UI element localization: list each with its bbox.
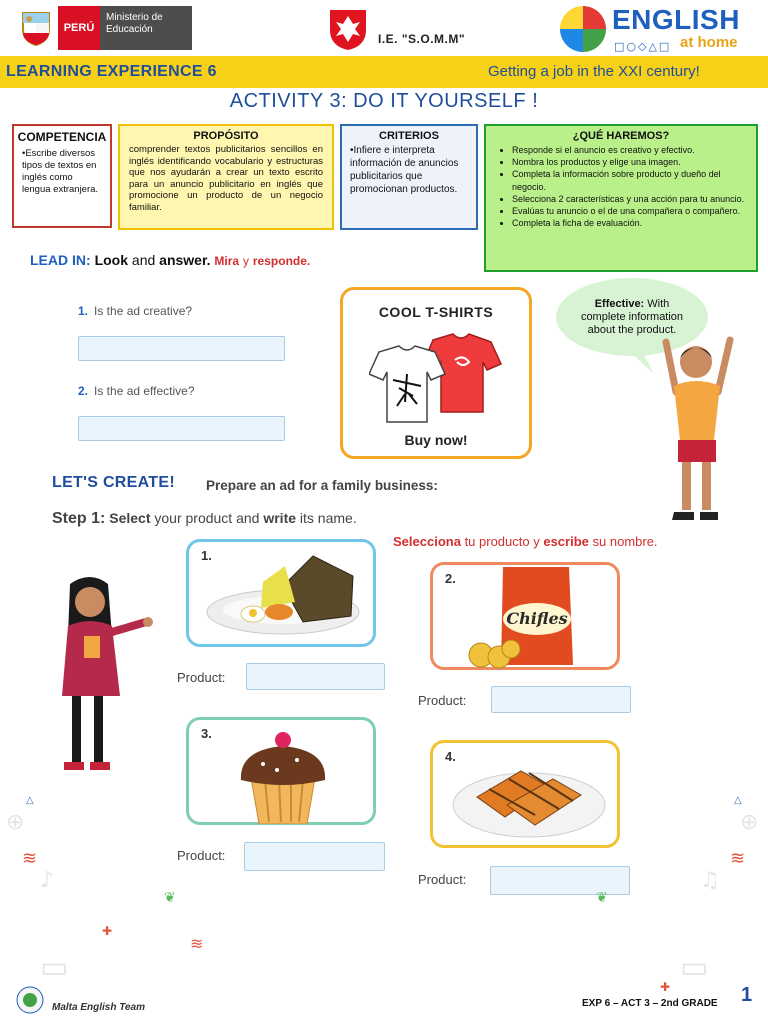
question-text: Is the ad effective? xyxy=(94,384,195,398)
list-item: • Nombra los productos y elige una imagen. xyxy=(512,156,750,168)
card-number: 3. xyxy=(201,726,212,741)
step-select: Select xyxy=(109,510,151,526)
plus-icon: ✚ xyxy=(660,980,671,994)
page-number: 1 xyxy=(741,984,753,1006)
cupcake-icon xyxy=(233,728,333,824)
brand-sub: at home xyxy=(680,34,738,51)
bubble-bold: Effective: xyxy=(594,297,645,310)
list-item: • Completa la información sobre producto y dueño del negocio. xyxy=(512,168,750,192)
que-haremos-list xyxy=(486,142,756,229)
abc-book-doodle-icon: ▭ xyxy=(40,950,69,985)
question-text: Is the ad creative? xyxy=(94,304,193,318)
ministry-label: Ministerio de Educación xyxy=(100,6,192,50)
lead-in-y: y xyxy=(243,254,249,268)
plus-icon: ✚ xyxy=(102,924,113,938)
criterios-body: •Infiere e interpreta información de anuncios publicitarios que promocionan productos. xyxy=(350,145,459,195)
lead-in-look: Look xyxy=(94,252,129,268)
competencia-body: •Escribe diversos tipos de textos en inglés como lengua extranjera. xyxy=(22,148,99,195)
lead-in-instruction xyxy=(30,252,310,268)
step-1-instruction xyxy=(52,510,357,528)
tamales-plate-icon xyxy=(449,757,609,843)
competencia-title: COMPETENCIA xyxy=(17,130,107,144)
footer-exp: EXP 6 – ACT 3 – 2nd GRADE xyxy=(582,998,718,1009)
product-3-input[interactable] xyxy=(244,842,385,871)
globe-doodle-icon: ⊕ xyxy=(740,810,759,835)
product-card-1[interactable] xyxy=(186,539,376,647)
proposito-box xyxy=(118,124,334,230)
card-number: 4. xyxy=(445,749,456,764)
question-number: 1. xyxy=(78,304,89,318)
step-your-product: your product and xyxy=(154,510,260,526)
question-2 xyxy=(78,384,195,398)
step-its-name: its name. xyxy=(299,510,357,526)
shapes-icon: □○◇△□ xyxy=(614,40,672,53)
es-tu-producto: tu producto y xyxy=(464,534,540,549)
globe-doodle-icon: ⊕ xyxy=(6,810,25,835)
product-card-3[interactable] xyxy=(186,717,376,825)
brand-main: ENGLISH xyxy=(612,4,740,35)
que-haremos-box xyxy=(484,124,758,272)
es-su-nombre: su nombre. xyxy=(592,534,658,549)
competencia-box xyxy=(12,124,112,228)
criterios-box xyxy=(340,124,478,230)
footer-team: Malta English Team xyxy=(52,1002,145,1013)
list-item: • Completa la ficha de evaluación. xyxy=(512,217,750,229)
lead-in-mira: Mira xyxy=(214,254,240,268)
lead-in-label: LEAD IN: xyxy=(30,252,91,268)
card-number: 2. xyxy=(445,571,456,586)
squiggle-icon: ≋ xyxy=(190,934,204,953)
es-escribe: escribe xyxy=(543,534,589,549)
product-2-input[interactable] xyxy=(491,686,631,713)
peru-crest-icon xyxy=(14,6,58,50)
tv-doodle-icon: ▭ xyxy=(680,950,709,985)
que-haremos-title: ¿QUÉ HAREMOS? xyxy=(572,130,670,142)
product-1-input[interactable] xyxy=(246,663,385,690)
question-number: 2. xyxy=(78,384,89,398)
bubble-text: With complete information about the product. xyxy=(580,297,684,336)
school-shield-icon xyxy=(328,8,368,52)
product-label: Product: xyxy=(418,872,467,887)
tshirt-ad xyxy=(340,287,532,459)
step-1-spanish xyxy=(393,534,658,549)
product-label: Product: xyxy=(177,848,226,863)
create-title: LET'S CREATE! xyxy=(52,474,175,491)
list-item: • Responde si el anuncio es creativo y efectivo. xyxy=(512,144,750,156)
product-card-4[interactable] xyxy=(430,740,620,848)
ad-title: COOL T-SHIRTS xyxy=(378,304,494,320)
english-at-home-small-logo xyxy=(16,986,44,1014)
criterios-title: CRITERIOS xyxy=(379,130,439,142)
product-4-input[interactable] xyxy=(490,866,630,895)
english-at-home-logo xyxy=(560,4,760,54)
girl-character-illustration xyxy=(50,576,160,776)
proposito-title: PROPÓSITO xyxy=(193,130,259,142)
boy-character-illustration xyxy=(652,336,742,526)
peru-minedu-logo xyxy=(14,6,192,50)
lead-in-and: and xyxy=(131,252,156,268)
list-item: • Evalúas tu anuncio o el de una compañera o compañero. xyxy=(512,205,750,217)
activity-title: ACTIVITY 3: DO IT YOURSELF ! xyxy=(229,90,539,112)
school-name: I.E. "S.O.M.M" xyxy=(378,32,466,46)
es-selecciona: Selecciona xyxy=(393,534,461,549)
experience-title: LEARNING EXPERIENCE 6 xyxy=(6,63,217,80)
answer-1-input[interactable] xyxy=(78,336,285,361)
svg-text:Chifles: Chifles xyxy=(506,609,568,628)
music-doodle-icon: ♪ xyxy=(40,868,55,893)
squiggle-icon: ≋ xyxy=(22,848,38,869)
lead-in-answer: answer. xyxy=(159,252,211,268)
chifles-bag-icon xyxy=(461,565,581,669)
music-doodle-icon: ♫ xyxy=(700,868,720,893)
triangle-icon: △ xyxy=(26,795,34,806)
create-subtitle: Prepare an ad for a family business: xyxy=(206,478,438,493)
peru-label: PERÚ xyxy=(58,6,100,50)
step-label: Step 1: xyxy=(52,510,106,527)
product-label: Product: xyxy=(177,670,226,685)
card-number: 1. xyxy=(201,548,212,563)
leaf-icon: ❦ xyxy=(164,890,176,906)
step-write: write xyxy=(263,510,297,526)
product-card-2[interactable] xyxy=(430,562,620,670)
product-label: Product: xyxy=(418,693,467,708)
leaf-icon: ❦ xyxy=(596,890,608,906)
bubble-content xyxy=(572,298,692,337)
juane-plate-icon xyxy=(203,546,363,642)
ad-cta: Buy now! xyxy=(404,432,468,448)
question-1 xyxy=(78,304,192,318)
answer-2-input[interactable] xyxy=(78,416,285,441)
lead-in-responde: responde. xyxy=(252,254,311,268)
list-item: • Selecciona 2 características y una acción para tu anuncio. xyxy=(512,193,750,205)
squiggle-icon: ≋ xyxy=(730,848,746,869)
proposito-body: comprender textos publicitarios sencillos en inglés identificando vocabulario y estructuras que nos ayudarán a crear un texto escrito para un anuncio publicitario en inglés que promocione un producto de un negocio familiar. xyxy=(129,144,323,213)
experience-subtitle: Getting a job in the XXI century! xyxy=(488,63,700,80)
globe-icon xyxy=(560,6,606,52)
triangle-icon: △ xyxy=(734,795,742,806)
tshirts-illustration xyxy=(369,330,509,426)
